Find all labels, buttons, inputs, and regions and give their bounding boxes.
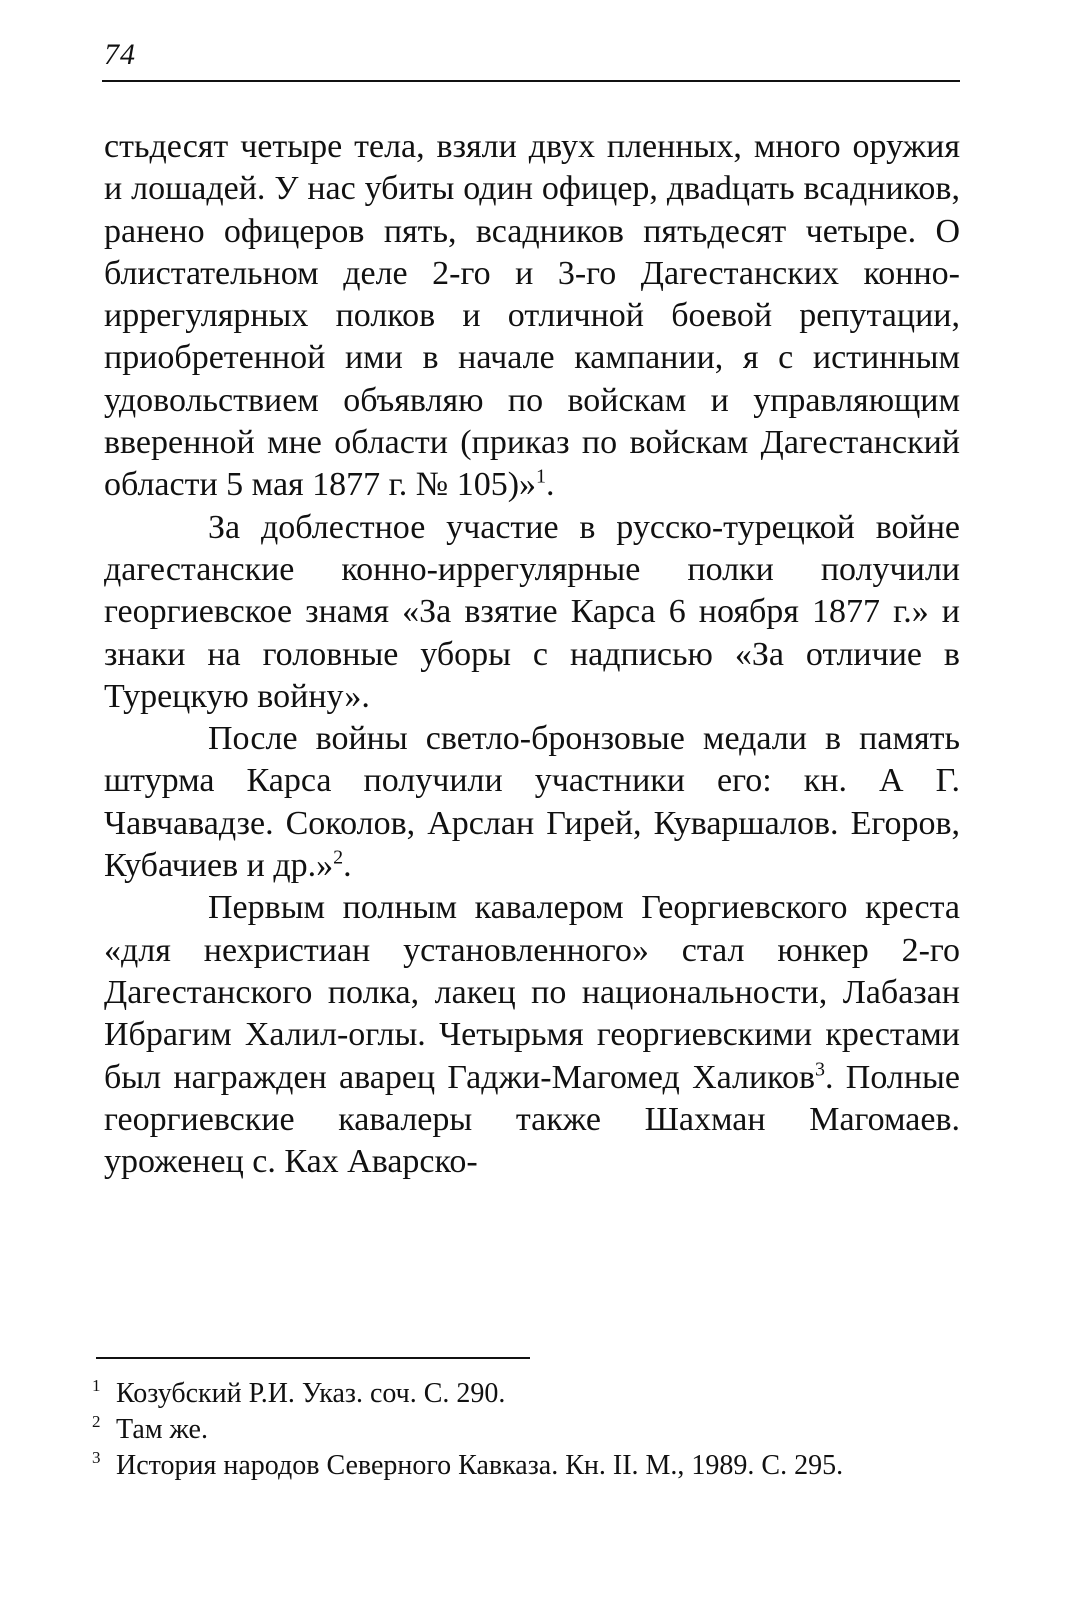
paragraph-2: За доблестное участие в русско-турецкой войне дагестанские конно-иррегулярные полки получили георгиевское знамя «За взятие Карса 6 ноября 1877 г.» и знаки на головные уборы с надписью «За отличие в Турецкую войну». (104, 508, 960, 715)
paragraph-3 (104, 718, 960, 887)
paragraph-3-tail: . (343, 847, 352, 885)
paragraph-4-text-before: Первым полным кавалером Георгиевского креста «для нехристиан установленного» стал юнкер 2-го Дагестанского полка, лакец по национальности, Лабазан Ибрагим Халил-оглы. Четырьмя георгиевскими крестами был награжден аварец Гаджи-Магомед Халиков (104, 889, 960, 1096)
footnote-3 (92, 1448, 964, 1484)
footnote-2-text: Там же. (116, 1414, 208, 1445)
footnote-2 (92, 1412, 964, 1448)
footnote-3-mark: 3 (92, 1448, 101, 1467)
footnote-ref-1: 1 (536, 466, 547, 489)
paragraph-4-text-after: . Полные георгиевские кавалеры также Шахман Магомаев. уроженец с. Ках Аварско- (104, 1058, 960, 1181)
footnote-1-text: Козубский Р.И. Указ. соч. С. 290. (116, 1378, 506, 1409)
footnote-ref-3: 3 (815, 1058, 826, 1081)
paragraph-1 (104, 126, 960, 507)
footnote-1-mark: 1 (92, 1376, 101, 1395)
footnotes (92, 1376, 964, 1484)
footnote-1 (92, 1376, 964, 1412)
footnote-2-mark: 2 (92, 1412, 101, 1431)
footnote-3-text: История народов Северного Кавказа. Кн. II. М., 1989. С. 295. (116, 1450, 844, 1481)
main-text (104, 126, 960, 1183)
footnote-ref-2: 2 (333, 846, 344, 869)
paragraph-1-text: стьдесят четыре тела, взяли двух пленных, много оружия и лошадей. У нас убиты один офицер, дваdцать всадников, ранено офицеров пять, всадников пятьдесят четыре. О блистательном деле 2-го и 3-го Дагестанских конно-иррегулярных полков и отличной боевой репутации, приобретенной ими в начале кампании, я с истинным удовольствием объявляю по войскам и управляющим вверенной мне области (приказ по войскам Дагестанский области 5 мая 1877 г. № 105)» (104, 128, 960, 504)
page-number: 74 (104, 38, 136, 71)
paragraph-4 (104, 887, 960, 1183)
header-rule (102, 80, 960, 82)
paragraph-3-text: После войны светло-бронзовые медали в память штурма Карса получили участники его: кн. А Г. Чавчавадзе. Соколов, Арслан Гирей, Куваршалов. Егоров, Кубачиев и др.» (104, 720, 960, 885)
footnote-rule (96, 1357, 530, 1359)
paragraph-1-tail: . (546, 466, 555, 504)
